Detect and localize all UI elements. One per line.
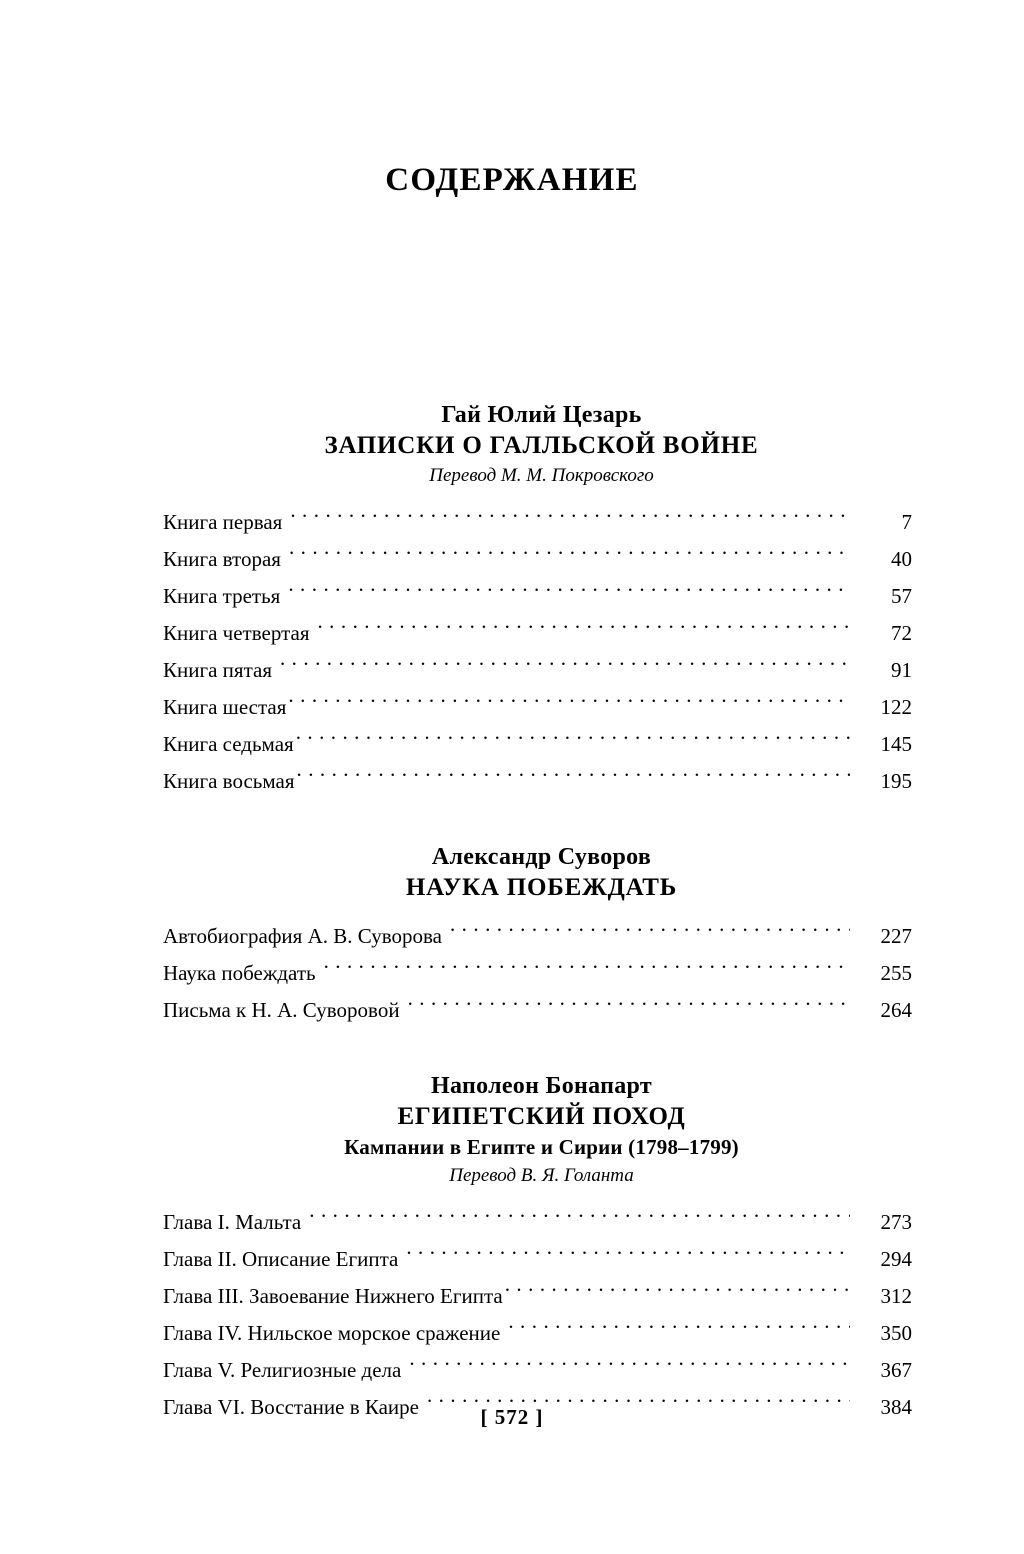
toc-section-caesar — [163, 400, 912, 800]
dot-leader — [280, 656, 850, 677]
section-header — [163, 842, 912, 904]
toc-entry[interactable] — [163, 1352, 912, 1389]
toc-entry[interactable] — [163, 955, 912, 992]
toc-section-napoleon — [163, 1071, 912, 1426]
toc-entry-label: Наука побеждать — [163, 961, 316, 985]
toc-entry-page: 227 — [880, 924, 912, 948]
toc-entry-page: 72 — [891, 621, 912, 645]
dot-leader — [505, 1282, 850, 1303]
toc-entry[interactable] — [163, 1204, 912, 1241]
toc-entry-label: Книга восьмая — [163, 769, 295, 793]
section-author: Наполеон Бонапарт — [431, 1073, 652, 1099]
section-author: Александр Суворов — [431, 844, 652, 870]
dot-leader — [289, 545, 850, 566]
toc-entry-page: 122 — [880, 695, 912, 719]
section-work-title: ЕГИПЕТСКИЙ ПОХОД — [397, 1103, 686, 1130]
dot-leader — [450, 922, 850, 943]
toc-entry-label: Книга вторая — [163, 547, 281, 571]
toc-entry-page: 350 — [880, 1321, 912, 1345]
toc-entry-label: Книга первая — [163, 510, 283, 534]
toc-entry[interactable] — [163, 726, 912, 763]
dot-leader — [324, 959, 850, 980]
section-translator: Перевод М. М. Покровского — [429, 465, 654, 486]
toc-entry-label: Книга седьмая — [163, 732, 294, 756]
toc-entry[interactable] — [163, 541, 912, 578]
dot-leader — [290, 508, 850, 529]
toc-entry[interactable] — [163, 615, 912, 652]
toc-entry[interactable] — [163, 1278, 912, 1315]
toc-entry-page: 264 — [880, 998, 912, 1022]
toc-entry-page: 367 — [880, 1358, 912, 1382]
toc-entry-label: Глава VI. Восстание в Каире — [163, 1395, 419, 1419]
dot-leader — [297, 767, 851, 788]
toc-entry[interactable] — [163, 1241, 912, 1278]
section-author: Гай Юлий Цезарь — [441, 402, 642, 428]
dot-leader — [309, 1208, 850, 1229]
toc-entry-page: 57 — [891, 584, 912, 608]
toc-entry-page: 40 — [891, 547, 912, 571]
section-work-title: НАУКА ПОБЕЖДАТЬ — [405, 874, 678, 901]
toc-entry-page: 312 — [880, 1284, 912, 1308]
toc-entry-list — [163, 504, 912, 800]
toc-entry-label: Глава I. Мальта — [163, 1210, 302, 1234]
toc-entry-label: Глава IV. Нильское морское сражение — [163, 1321, 501, 1345]
toc-entry[interactable] — [163, 504, 912, 541]
dot-leader — [288, 693, 850, 714]
toc-content — [163, 400, 912, 1426]
toc-entry-label: Книга пятая — [163, 658, 272, 682]
toc-entry-page: 294 — [880, 1247, 912, 1271]
toc-entry-label: Книга третья — [163, 584, 281, 608]
dot-leader — [317, 619, 850, 640]
section-work-title: ЗАПИСКИ О ГАЛЛЬСКОЙ ВОЙНЕ — [324, 432, 759, 459]
section-header — [163, 1071, 912, 1190]
dot-leader — [409, 1356, 850, 1377]
toc-entry-page: 195 — [880, 769, 912, 793]
toc-entry[interactable] — [163, 763, 912, 800]
toc-entry-label: Глава III. Завоевание Нижнего Египта — [163, 1284, 503, 1308]
toc-entry-label: Глава II. Описание Египта — [163, 1247, 399, 1271]
toc-entry[interactable] — [163, 578, 912, 615]
toc-entry-page: 91 — [891, 658, 912, 682]
toc-entry-list — [163, 1204, 912, 1426]
toc-entry[interactable] — [163, 652, 912, 689]
toc-section-suvorov — [163, 842, 912, 1029]
toc-entry-label: Книга четвертая — [163, 621, 310, 645]
toc-entry-list — [163, 918, 912, 1029]
toc-entry[interactable] — [163, 689, 912, 726]
dot-leader — [406, 1245, 850, 1266]
toc-entry[interactable] — [163, 992, 912, 1029]
dot-leader — [408, 996, 850, 1017]
toc-entry[interactable] — [163, 918, 912, 955]
toc-entry-label: Глава V. Религиозные дела — [163, 1358, 402, 1382]
dot-leader — [288, 582, 850, 603]
dot-leader — [296, 730, 850, 751]
toc-entry-page: 255 — [880, 961, 912, 985]
toc-entry-page: 145 — [880, 732, 912, 756]
toc-entry-label: Письма к Н. А. Суворовой — [163, 998, 400, 1022]
toc-entry-page: 7 — [901, 510, 912, 534]
section-subtitle: Кампании в Египте и Сирии (1798–1799) — [344, 1135, 739, 1159]
toc-entry-label: Книга шестая — [163, 695, 287, 719]
toc-entry-page: 384 — [880, 1395, 912, 1419]
dot-leader — [508, 1319, 850, 1340]
toc-entry[interactable] — [163, 1315, 912, 1352]
section-translator: Перевод В. Я. Голанта — [449, 1165, 634, 1186]
toc-entry-label: Автобиография А. В. Суворова — [163, 924, 442, 948]
page-title: СОДЕРЖАНИЕ — [385, 162, 639, 198]
section-header — [163, 400, 912, 490]
page-folio: [ 572 ] — [480, 1405, 544, 1429]
toc-entry-page: 273 — [880, 1210, 912, 1234]
